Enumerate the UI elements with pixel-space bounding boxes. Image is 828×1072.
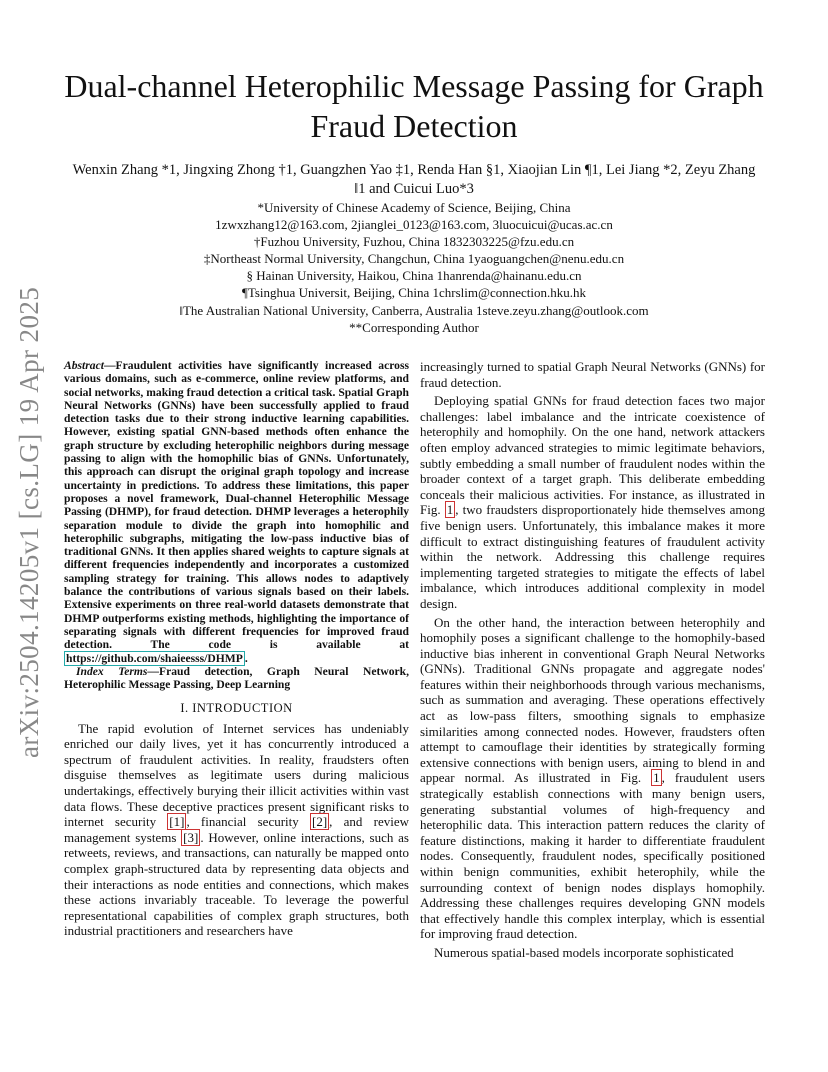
right-column: [420, 359, 765, 961]
intro-paragraph: [64, 721, 409, 939]
citation-link[interactable]: [3]: [183, 829, 199, 845]
figure-link[interactable]: 1: [446, 502, 454, 518]
intro-text: , and review management systems: [64, 814, 409, 845]
affiliation-line: ¶Tsinghua Universit, Beijing, China 1chrslim@connection.hku.hk: [241, 285, 587, 301]
affiliation-line: †Fuzhou University, Fuzhou, China 1832303225@fzu.edu.cn: [253, 234, 575, 250]
index-terms: [64, 665, 409, 692]
abstract-text: —Fraudulent activities have significantly increased across various domains, such as e-commerce, online review platforms, and social networks, making fraud detection a critical task. Spatial Graph Neural Networks (GNNs) have been successfully applied to fraud detection tasks due to their strong inductive learning capabilities. However, existing spatial GNN-based methods often enhance the graph structure by excluding heterophilic neighbors during message passing to align with the homophilic bias of GNNs. Unfortunately, this approach can disrupt the original graph topology and increase uncertainty in predictions. To address these limitations, this paper proposes a novel framework, Dual-channel Heterophilic Message Passing (DHMP), for fraud detection. DHMP leverages a heterophily separation module to divide the graph into homophilic and heterophilic subgraphs, mitigating the low-pass inductive bias of traditional GNNs. It then applies shared weights to capture signals at different frequencies independently and incorporates a customized sampling strategy for training. This allows nodes to adaptively balance the contributions of various signals based on their labels. Extensive experiments on three real-world datasets demonstrate that DHMP outperforms existing methods, highlighting the importance of separating signals with different frequencies for improved fraud detection. The code is available at: [64, 359, 409, 652]
body-paragraph: [420, 393, 765, 611]
body-text: , two fraudsters disproportionately hide themselves among five benign users. Unfortunately, this imbalance makes it more difficult to extract distinguishing features of fraudulent activity within the network. Addressing this challenge requires implementing targeted strategies to mitigate the effects of label imbalance, which introduces additional complexity in model design.: [420, 502, 765, 611]
body-text: On the other hand, the interaction between heterophily and homophily poses a significant challenge to the homophily-based inductive bias inherent in conventional Graph Neural Networks (GNNs). Traditional GNNs propagate and aggregate nodes' features within their neighborhoods through various mechanisms, such as summation and averaging. These operations effectively act as low-pass filters, smoothing signals to emphasize similarities among connected nodes. However, fraudsters often attempt to camouflage their identities by strategically forming extensive connections with benign users, aiming to blend in and appear normal. As illustrated in Fig.: [420, 614, 765, 786]
citation-link[interactable]: [2]: [312, 814, 328, 830]
affiliation-line: *University of Chinese Academy of Science, Beijing, China: [257, 200, 571, 215]
body-paragraph: increasingly turned to spatial Graph Neural Networks (GNNs) for fraud detection.: [420, 359, 765, 390]
affiliation-line: **Corresponding Author: [349, 319, 479, 335]
index-terms-label: Index Terms: [76, 664, 148, 678]
left-column: [64, 359, 409, 939]
body-paragraph: Numerous spatial-based models incorporate sophisticated: [434, 944, 734, 960]
abstract-end: .: [244, 651, 248, 665]
body-text: Deploying spatial GNNs for fraud detection faces two major challenges: label imbalance and the intricate coexistence of heterophily and homophily. On the one hand, network attackers often employ advanced strategies to mimic legitimate behaviors, subtly embedding a small number of fraudulent nodes within the broader context of a target graph. This deliberate embedding conceals their malicious activities. For instance, as illustrated in Fig.: [420, 393, 765, 518]
index-terms-text: —Fraud detection, Graph Neural Network, Heterophilic Message Passing, Deep Learning: [64, 664, 409, 692]
body-paragraph: [420, 615, 765, 942]
abstract: [64, 359, 409, 665]
body-text: , fraudulent users strategically establish connections with many benign users, generating substantial volumes of high-frequency and heterophilic data. This interaction pattern reduces the clarity of feature distinctions, making it harder to differentiate fraudulent nodes. Consequently, fraudulent nodes, specifically positioned within benign communities, exhibit heterophily, while the surrounding context of benign nodes displays homophily. Addressing these challenges requires developing GNN models that effectively handle this complex interplay, which is essential for improving fraud detection.: [420, 770, 765, 942]
affiliation-line: ‖The Australian National University, Canberra, Australia 1steve.zeyu.zhang@outlook.com: [179, 302, 649, 318]
author-list: Wenxin Zhang *1, Jingxing Zhong †1, Guangzhen Yao ‡1, Renda Han §1, Xiaojian Lin ¶1, Lei Jiang *2, Zeyu Zhang ‖1 and Cuicui Luo*3: [72, 162, 756, 197]
intro-text: , financial security: [186, 814, 310, 830]
paper-title: Dual-channel Heterophilic Message Passing for Graph Fraud Detection: [64, 68, 764, 144]
affiliation-line: § Hainan University, Haikou, China 1hanrenda@hainanu.edu.cn: [246, 268, 582, 284]
affiliation-line: ‡Northeast Normal University, Changchun, China 1yaoguangchen@nenu.edu.cn: [203, 251, 625, 267]
affiliations: [70, 199, 758, 336]
section-heading: I. INTRODUCTION: [180, 701, 293, 716]
arxiv-identifier: arXiv:2504.14205v1 [cs.LG] 19 Apr 2025: [14, 286, 44, 758]
citation-link[interactable]: [1]: [169, 814, 185, 830]
code-link[interactable]: https://github.com/shaieesss/DHMP: [66, 651, 243, 665]
intro-text: . However, online interactions, such as retweets, reviews, and transactions, can naturally be mapped onto complex graph-structured data by representing data objects and their interactions as node entities and connections, which makes these actions invariably traceable. To leverage the powerful representational capabilities of complex graph structures, both industrial practitioners and researchers have: [64, 829, 409, 939]
intro-text: The rapid evolution of Internet services has undeniably enriched our daily lives, yet it has concurrently introduced a spectrum of fraudulent activities. In reality, fraudsters often disguise themselves as legitimate users during malicious undertakings, effectively burying their illicit activities within vast data flows. These deceptive practices present significant risks to internet security: [64, 720, 409, 830]
abstract-label: Abstract: [64, 359, 104, 372]
figure-link[interactable]: 1: [653, 770, 660, 786]
affiliation-line: 1zwxzhang12@163.com, 2jianglei_0123@163.com, 3luocuicui@ucas.ac.cn: [215, 217, 613, 233]
